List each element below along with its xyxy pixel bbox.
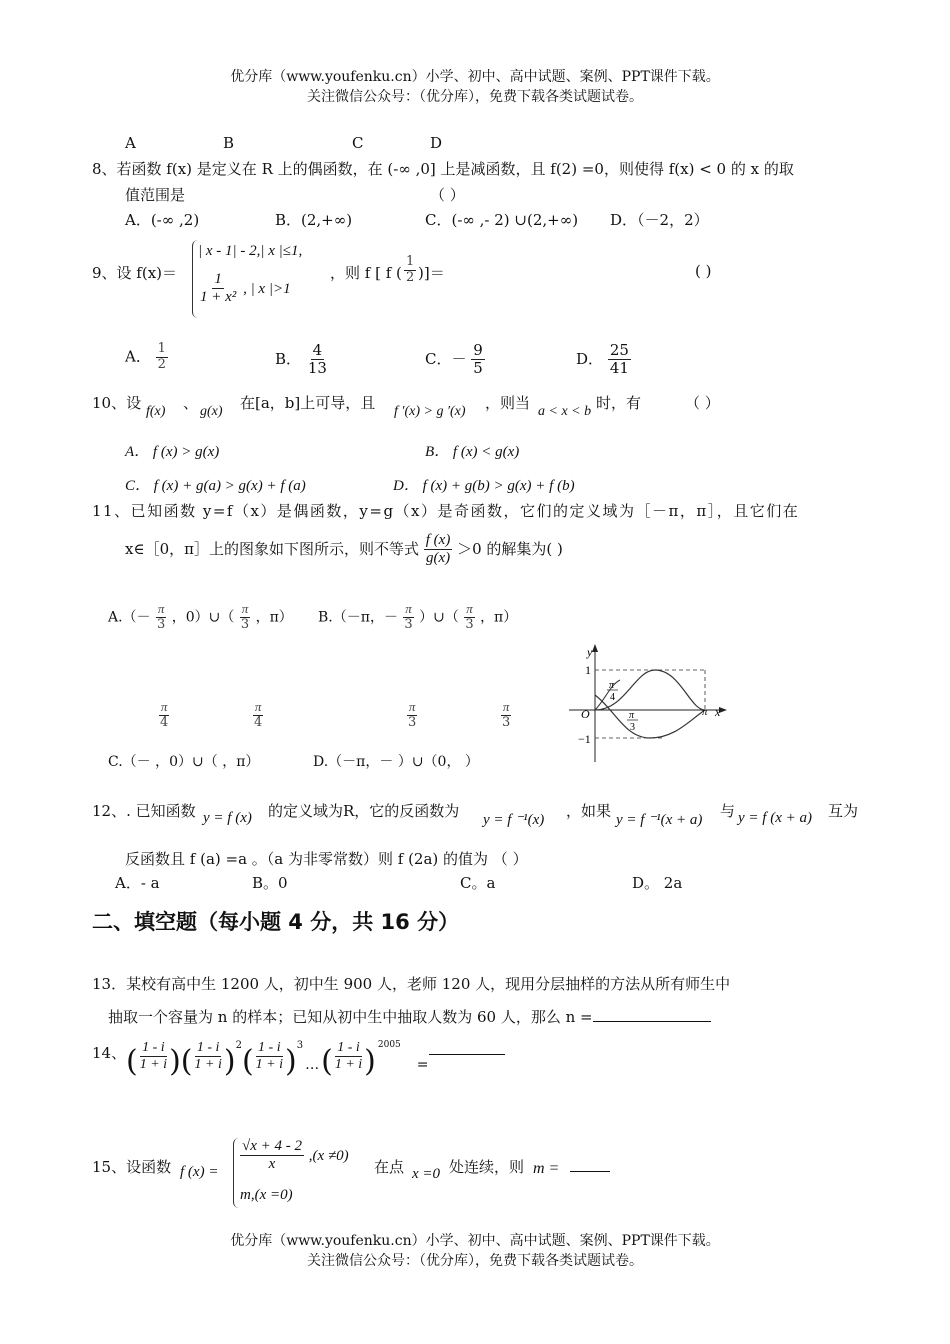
graph-y-arrow: [592, 644, 598, 652]
graph-pi3-num: π: [629, 710, 635, 721]
q10-option-a: A． f (x) > g(x): [125, 444, 220, 460]
q11-c-frac-1: [158, 700, 170, 731]
q11-d-frac-2-num: π: [502, 699, 510, 714]
q11-d-frac-1: [406, 700, 418, 731]
q11-c-frac-2: [252, 700, 264, 731]
q8-option-d: D．（－2，2）: [610, 211, 709, 229]
q9-case-2-cond: , | x |>1: [243, 280, 291, 297]
q15-answer-blank[interactable]: [570, 1159, 610, 1172]
q15-label: 15、设函数: [92, 1158, 172, 1176]
q11-c-frac-1-den: 4: [160, 714, 169, 730]
q14-dots: …: [305, 1057, 320, 1073]
q7-label-a: A: [125, 134, 136, 152]
q14-label: 14、: [92, 1044, 127, 1062]
q12-t2: y = f (x): [203, 810, 252, 826]
q9-option-c: [425, 342, 485, 378]
q11-c-frac-2-num: π: [254, 699, 262, 714]
graph-x-label: x: [715, 705, 721, 719]
q14-den-1: 1 + i: [139, 1057, 168, 1073]
q9-opt-c-num: 9: [473, 341, 483, 359]
q14-rparen-1: ): [169, 1044, 181, 1079]
q9-opt-c-label: C．－: [425, 349, 467, 368]
q10-t2: f(x): [146, 404, 166, 419]
q10-paren: （ ）: [685, 394, 720, 412]
q9-half-den: 2: [406, 269, 415, 285]
q9-opt-d-num: 25: [609, 341, 629, 359]
q12-t8: y = f (x + a): [738, 810, 812, 826]
q7-label-d: D: [430, 134, 443, 152]
q15-t2: 在点: [374, 1158, 405, 1176]
q15-brace: [233, 1138, 240, 1208]
q14-num-3: 1 - i: [256, 1040, 283, 1057]
q11-option-c: C.（－ ，0）∪（ ，π）: [108, 754, 260, 770]
q11-option-a: [108, 602, 293, 633]
q9-case-1: | x - 1| - 2,| x |≤1,: [198, 243, 303, 259]
q15-answer: [570, 1158, 610, 1176]
q11-opt-b-three-2: 3: [465, 616, 474, 632]
q11-frac-den: g(x): [425, 550, 451, 567]
q9-opt-a-den: 2: [157, 356, 166, 372]
q15-case-1-cond: ,(x ≠0): [308, 1147, 349, 1164]
q12-t5: ，如果: [566, 802, 612, 820]
q15-t3: x =0: [412, 1166, 441, 1182]
q12-t3: 的定义域为R，它的反函数为: [268, 802, 460, 820]
q11-c-frac-2-den: 4: [254, 714, 263, 730]
q14-lparen-1: (: [126, 1044, 138, 1079]
graph-one-label: 1: [585, 663, 591, 677]
q12-line-2: 反函数且 f (a) =a 。（a 为非零常数）则 f (2a) 的值为 （ ）: [125, 850, 528, 868]
q11-opt-b-pi-2: π: [466, 601, 473, 616]
q10-option-d: D． f (x) + g(b) > g(x) + f (b): [393, 478, 575, 494]
q10-option-b: B． f (x) < g(x): [425, 444, 520, 460]
q8-option-b: B．(2,+∞): [275, 211, 353, 229]
q10-t3: 、: [183, 394, 199, 412]
q7-label-c: C: [352, 134, 364, 152]
q9-case-2-den: 1 + x²: [200, 289, 237, 306]
q11-opt-b-2: ）∪（: [419, 609, 459, 626]
footer-line-2: 关注微信公众号：（优分库），免费下载各类试题试卷。: [307, 1253, 643, 1269]
q14-den-4: 1 + i: [334, 1057, 363, 1073]
q11-line-2a: x∈［0，π］上的图象如下图所示，则不等式: [125, 539, 419, 558]
q8-paren: （ ）: [430, 186, 465, 204]
q15-t4: 处连续，则: [449, 1158, 525, 1176]
section-2-title: 二、填空题（每小题 4 分，共 16 分）: [92, 910, 460, 934]
footer-line-1: 优分库（www.youfenku.cn）小学、初中、高中试题、案例、PPT课件下载。: [230, 1233, 720, 1249]
q11-line-2: [125, 532, 563, 568]
q9-case-2: [198, 271, 291, 307]
q14-expression: [126, 1040, 505, 1090]
q14-rparen-3: ): [285, 1044, 297, 1079]
q11-d-frac-2: [500, 700, 512, 731]
q11-d-frac-1-num: π: [408, 699, 416, 714]
q9-case-2-num: 1: [212, 271, 224, 289]
q11-opt-b-three-1: 3: [404, 616, 413, 632]
q14-lparen-4: (: [321, 1044, 333, 1079]
q8-line-2: 值范围是: [125, 186, 186, 204]
q9-then-text: ，则 f [ f (: [330, 264, 402, 282]
q9-opt-b-den: 13: [307, 359, 327, 378]
q9-opt-b-label: B．: [275, 349, 302, 368]
q11-opt-a-2: ，0）∪（: [171, 609, 235, 626]
q14-eq: =: [416, 1057, 429, 1073]
q12-t4: y = f ⁻¹(x): [483, 812, 545, 828]
q11-opt-b-pi-1: π: [405, 601, 412, 616]
q14-rparen-4: ): [364, 1044, 376, 1079]
q12-option-d: D。 2a: [632, 874, 683, 892]
q14-exp-2: 2: [235, 1040, 242, 1051]
q14-num-4: 1 - i: [335, 1040, 362, 1057]
q15-case-2: m,(x =0): [240, 1187, 293, 1203]
q11-opt-a-1: A.（－: [108, 609, 151, 626]
graph-pi4-num: π: [609, 680, 615, 691]
q13-answer-blank[interactable]: [593, 1021, 711, 1022]
q10-t6: f ′(x) > g ′(x): [394, 404, 466, 419]
q9-opt-d-label: D．: [576, 349, 604, 368]
q11-opt-a-pi-1: π: [157, 601, 165, 616]
q9-opt-d-den: 41: [609, 359, 629, 378]
q11-option-b: [318, 602, 517, 633]
q11-opt-a-three-1: 3: [157, 616, 166, 632]
q9-opt-c-den: 5: [473, 359, 483, 378]
q14-exp-2005: 2005: [377, 1040, 401, 1050]
graph-pi3-den: 3: [630, 722, 635, 733]
q13-line-2: [108, 1006, 711, 1027]
q14-den-3: 1 + i: [255, 1057, 283, 1073]
q12-t9: 互为: [828, 802, 859, 820]
q11-d-frac-2-den: 3: [502, 714, 511, 730]
q10-t1: 10、设: [92, 394, 142, 412]
q14-num-2: 1 - i: [195, 1040, 222, 1057]
function-graph: [565, 640, 730, 765]
q15-fx: f (x) =: [180, 1164, 219, 1180]
q11-opt-a-pi-2: π: [241, 601, 249, 616]
graph-pi-label: π: [702, 706, 708, 718]
q9-end: )]＝: [418, 264, 445, 282]
q10-t9: 时，有: [596, 394, 642, 412]
graph-neg-one-label: −1: [578, 732, 591, 746]
q12-option-a: A．- a: [115, 874, 160, 892]
q14-exp-3: 3: [296, 1040, 304, 1051]
q14-answer-blank[interactable]: [429, 1054, 505, 1055]
q8-line-1: 8、若函数 f(x) 是定义在 R 上的偶函数，在 (-∞ ,0] 上是减函数，且 f(2) =0，则使得 f(x) < 0 的 x 的取: [92, 160, 794, 178]
q15-case-1-num: √x + 4 - 2: [240, 1138, 304, 1156]
q8-option-a: A．(-∞ ,2): [125, 211, 200, 229]
q10-t5: 在[a，b]上可导，且: [240, 394, 376, 412]
q9-opt-b-num: 4: [312, 341, 323, 359]
header-line-1: 优分库（www.youfenku.cn）小学、初中、高中试题、案例、PPT课件下载。: [230, 69, 720, 85]
q11-frac-num: f (x): [424, 532, 453, 550]
q14-rparen-2: ): [223, 1044, 236, 1079]
q11-opt-b-1: B.（－π，－: [318, 609, 398, 626]
q14-num-1: 1 - i: [140, 1040, 167, 1057]
q11-opt-a-three-2: 3: [240, 616, 250, 632]
q10-t7: ，则当: [485, 394, 531, 412]
q12-t7: 与: [720, 802, 736, 820]
q14-lparen-3: (: [241, 1044, 254, 1079]
q11-line-1: 11、已知函数 y=f（x）是偶函数，y=g（x）是奇函数，它们的定义域为［－π，π］，且它们在: [92, 502, 800, 520]
q15-case-1-den: x: [268, 1156, 276, 1173]
q12-option-b: B。0: [252, 874, 288, 892]
q10-option-c: C． f (x) + g(a) > g(x) + f (a): [125, 478, 306, 494]
q8-option-c: C．(-∞ ,- 2) ∪(2,+∞): [425, 211, 579, 229]
q15-t5: m =: [533, 1160, 560, 1177]
graph-pi4-den: 4: [610, 692, 615, 703]
q11-d-frac-1-den: 3: [408, 714, 417, 730]
q12-t6: y = f ⁻¹(x + a): [616, 812, 703, 828]
q13-line-2-text: 抽取一个容量为 n 的样本；已知从初中生中抽取人数为 60 人，那么 n =: [108, 1008, 593, 1026]
q9-opt-a-label: A．: [125, 347, 151, 366]
q9-prefix: 9、设 f(x)＝: [92, 264, 178, 282]
q14-lparen-2: (: [180, 1044, 193, 1079]
q9-option-d: [576, 342, 631, 378]
q11-opt-a-3: ，π）: [255, 609, 293, 626]
q11-c-frac-1-num: π: [160, 699, 168, 714]
header-line-2: 关注微信公众号：（优分库），免费下载各类试题试卷。: [307, 89, 643, 105]
q12-t1: 12、. 已知函数: [92, 802, 196, 820]
q10-t8: a < x < b: [538, 404, 592, 419]
q11-opt-b-3: ，π）: [480, 609, 518, 626]
graph-origin-label: O: [581, 707, 590, 721]
q10-t4: g(x): [200, 404, 223, 419]
q15-case-1: [240, 1138, 349, 1174]
q9-option-a: [125, 342, 168, 373]
q9-paren: ( ): [695, 262, 712, 280]
q12-option-c: C。a: [460, 874, 496, 892]
graph-curve-f-left: [595, 680, 620, 710]
q9-half-num: 1: [406, 254, 415, 269]
q9-then: [330, 262, 402, 283]
q9-half: [404, 255, 416, 286]
q11-line-2b: ＞0 的解集为( ): [457, 539, 563, 558]
q11-option-d: D.（－π，－ ）∪（0， ）: [313, 754, 479, 770]
graph-y-label: y: [587, 645, 593, 659]
q13-line-1: 13．某校有高中生 1200 人，初中生 900 人，老师 120 人，现用分层抽样的方法从所有师生中: [92, 975, 731, 993]
q9-opt-a-num: 1: [157, 341, 166, 356]
q14-den-2: 1 + i: [194, 1057, 222, 1073]
q7-label-b: B: [223, 134, 235, 152]
q9-option-b: [275, 342, 329, 378]
